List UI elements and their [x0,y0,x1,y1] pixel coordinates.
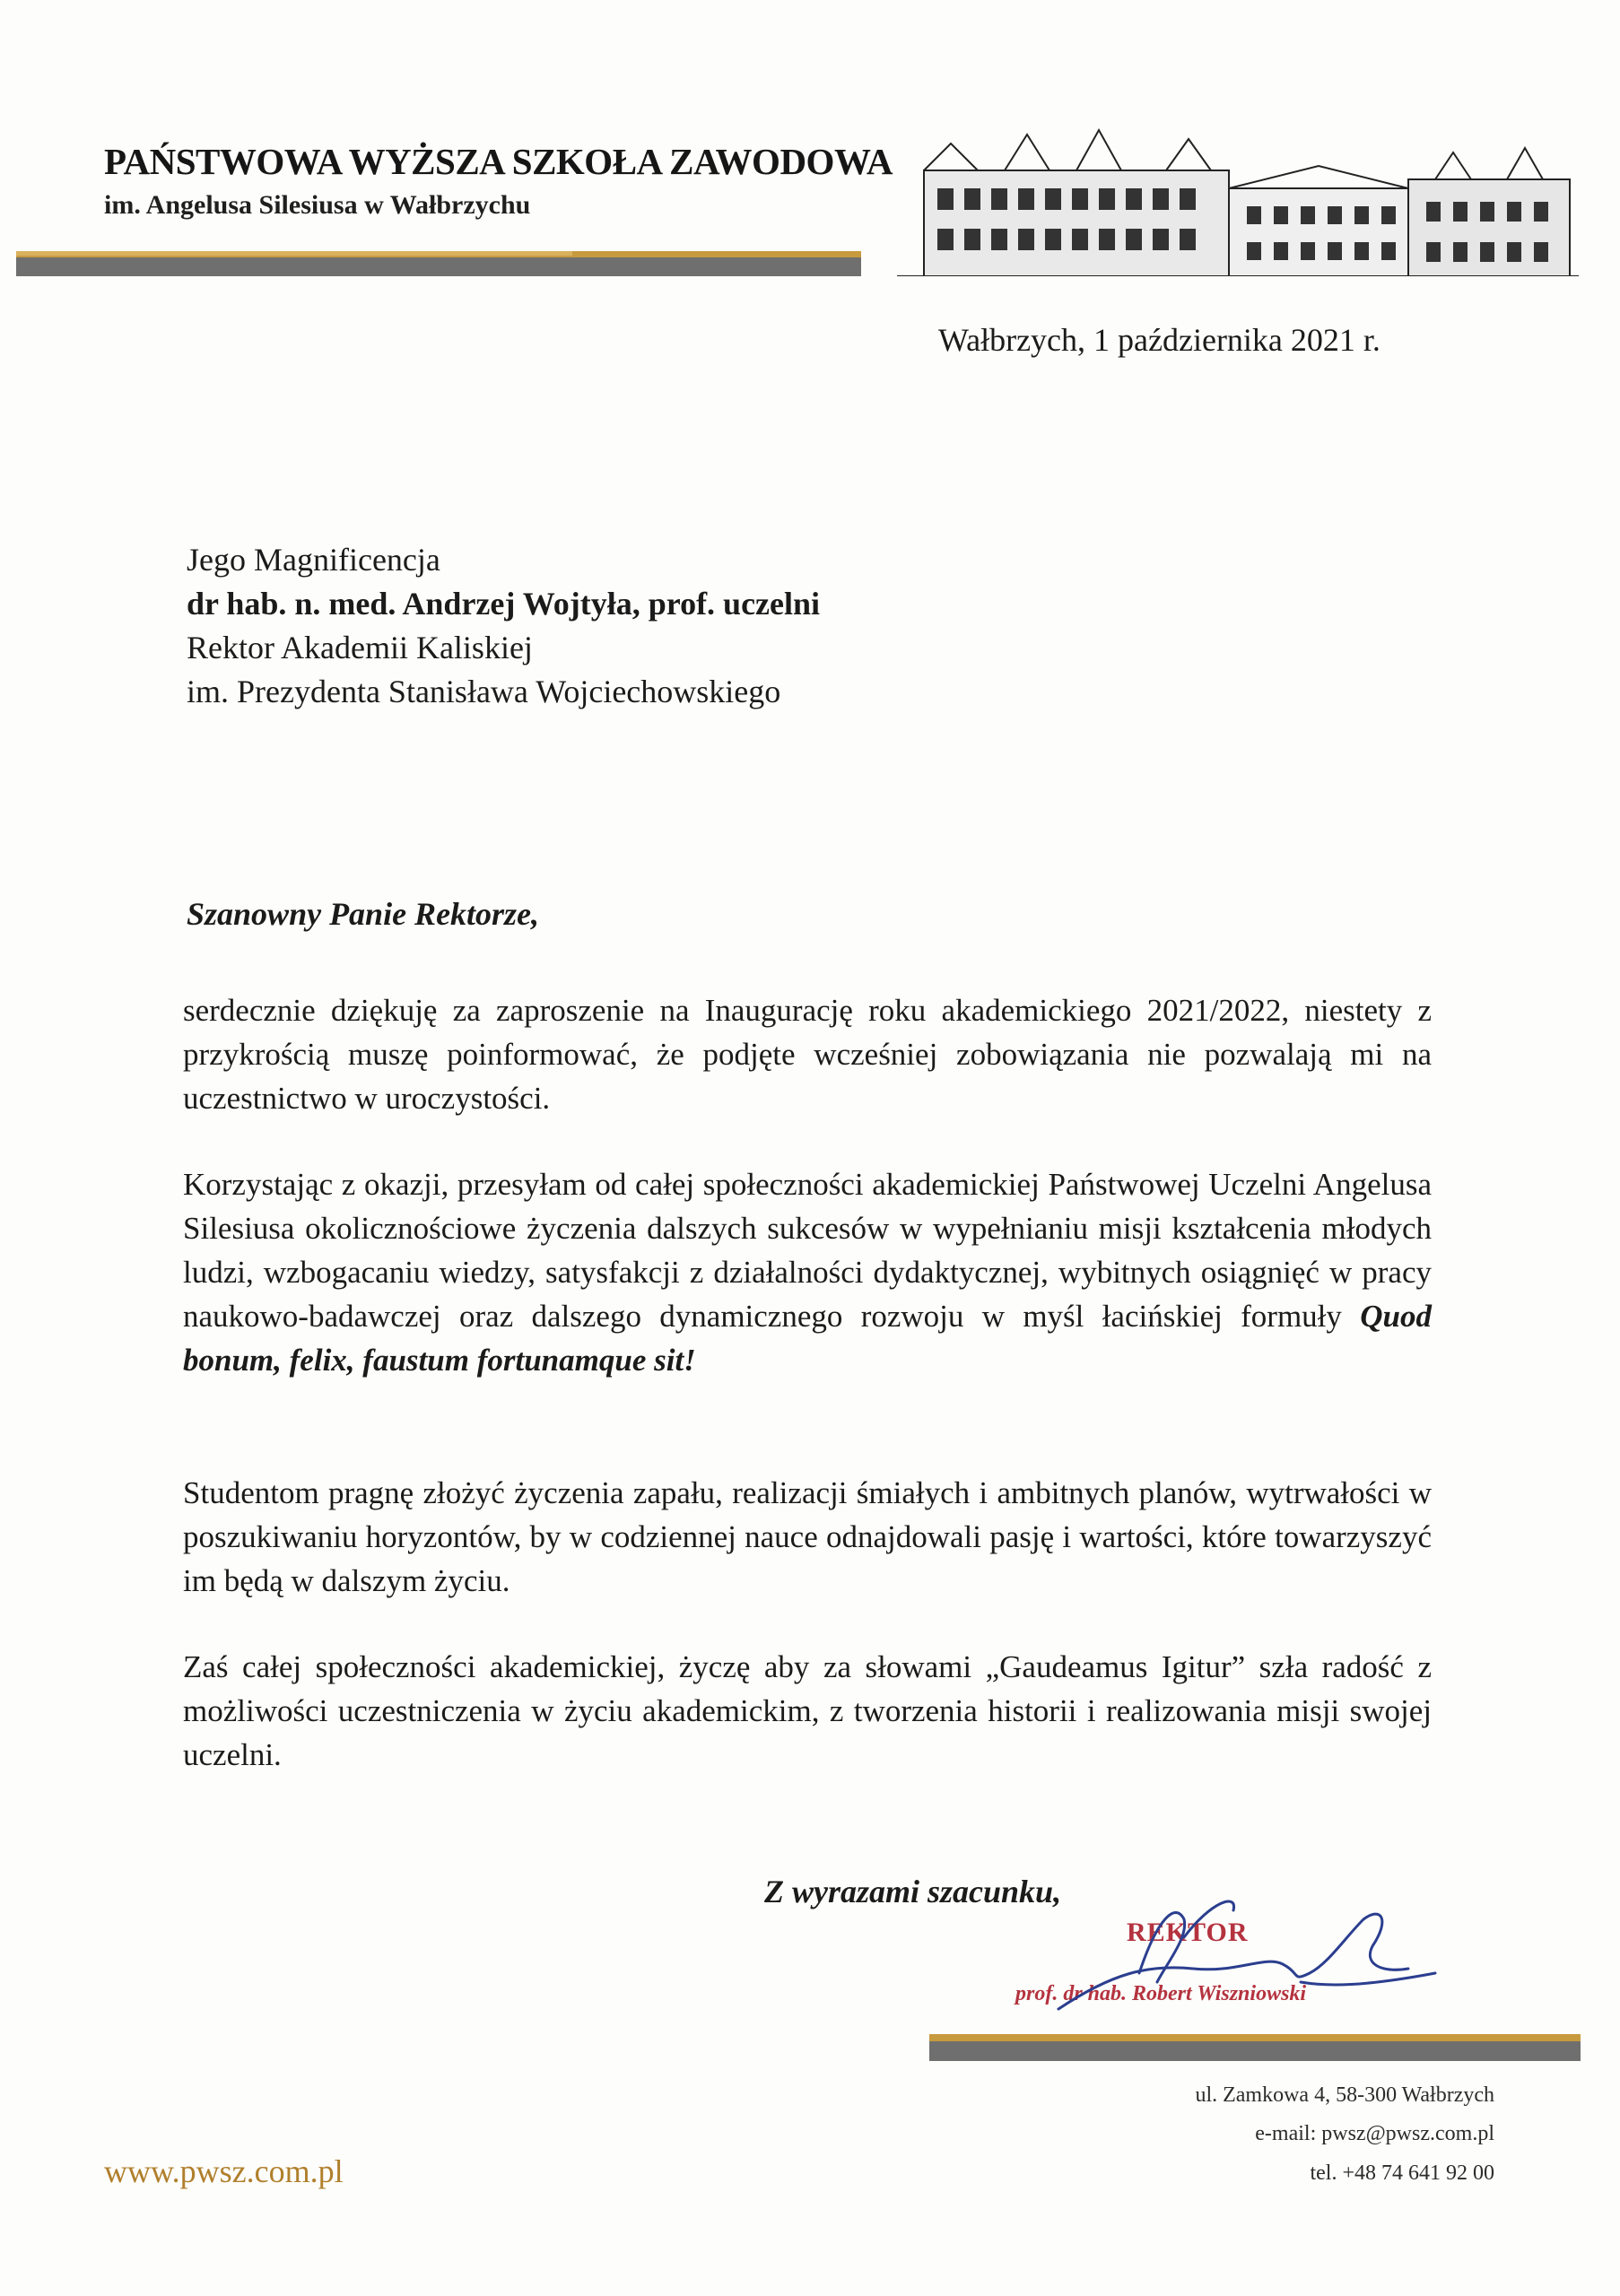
footer-website: www.pwsz.com.pl [104,2153,344,2189]
salutation: Szanowny Panie Rektorze, [187,896,540,932]
recipient-name: dr hab. n. med. Andrzej Wojtyła, prof. uczelni [187,586,821,622]
body-paragraph-2 [183,1162,1432,1382]
body-paragraph-2-text: Korzystając z okazji, przesyłam od całej społeczności akademickiej Państwowej Uczelni Angelusa Silesiusa okolicznościowe życzenia dalszych sukcesów w wypełnianiu misji kształcenia młodych ludzi, wzbogacaniu wiedzy, satysfakcji z działalności dydaktycznej, wybitnych osiągnięć w pracy naukowo-badawczej oraz dalszego dynamicznego rozwoju w myśl łacińskiej formuły [183,1167,1432,1334]
recipient-block [187,538,820,714]
recipient-institution: im. Prezydenta Stanisława Wojciechowskiego [187,674,781,709]
school-name: PAŃSTWOWA WYŻSZA SZKOŁA ZAWODOWA [104,141,893,182]
body-paragraph-4: Zaś całej społeczności akademickiej, życzę aby za słowami „Gaudeamus Igitur” szła radość z możliwości uczestniczenia w życiu akademickim, z tworzenia historii i realizowania misji swojej uczelni. [183,1649,1432,1772]
footer-email: e-mail: pwsz@pwsz.com.pl [1255,2122,1494,2145]
signature [1005,1883,1453,2018]
stamp-name: prof. dr hab. Robert Wiszniowski [1015,1982,1307,2005]
header-rule [16,251,861,276]
footer-address: ul. Zamkowa 4, 58-300 Wałbrzych [1195,2083,1494,2107]
footer-rule [929,2034,1581,2061]
footer-phone: tel. +48 74 641 92 00 [1310,2161,1494,2185]
recipient-position: Rektor Akademii Kaliskiej [187,630,533,665]
closing: Z wyrazami szacunku, [764,1874,1062,1909]
building-illustration [897,117,1579,276]
latin-quote: Quod bonum, felix, faustum fortunamque sit! [183,1299,1432,1378]
body-paragraph-3: Studentom pragnę złożyć życzenia zapału, realizacji śmiałych i ambitnych planów, wytrwałości w poszukiwaniu horyzontów, by w codziennej nauce odnajdowali pasję i wartości, które towarzyszyć im będą w dalszym życiu. [183,1475,1432,1598]
stamp-title: REKTOR [1127,1918,1249,1947]
date-line: Wałbrzych, 1 października 2021 r. [938,322,1380,358]
recipient-title: Jego Magnificencja [187,542,440,578]
school-subname: im. Angelusa Silesiusa w Wałbrzychu [104,190,531,220]
body-paragraph-1: serdecznie dziękuję za zaproszenie na Inaugurację roku akademickiego 2021/2022, niestety z przykrością muszę poinformować, że podjęte wcześniej zobowiązania nie pozwalają mi na uczestnictwo w uroczystości. [183,993,1432,1116]
